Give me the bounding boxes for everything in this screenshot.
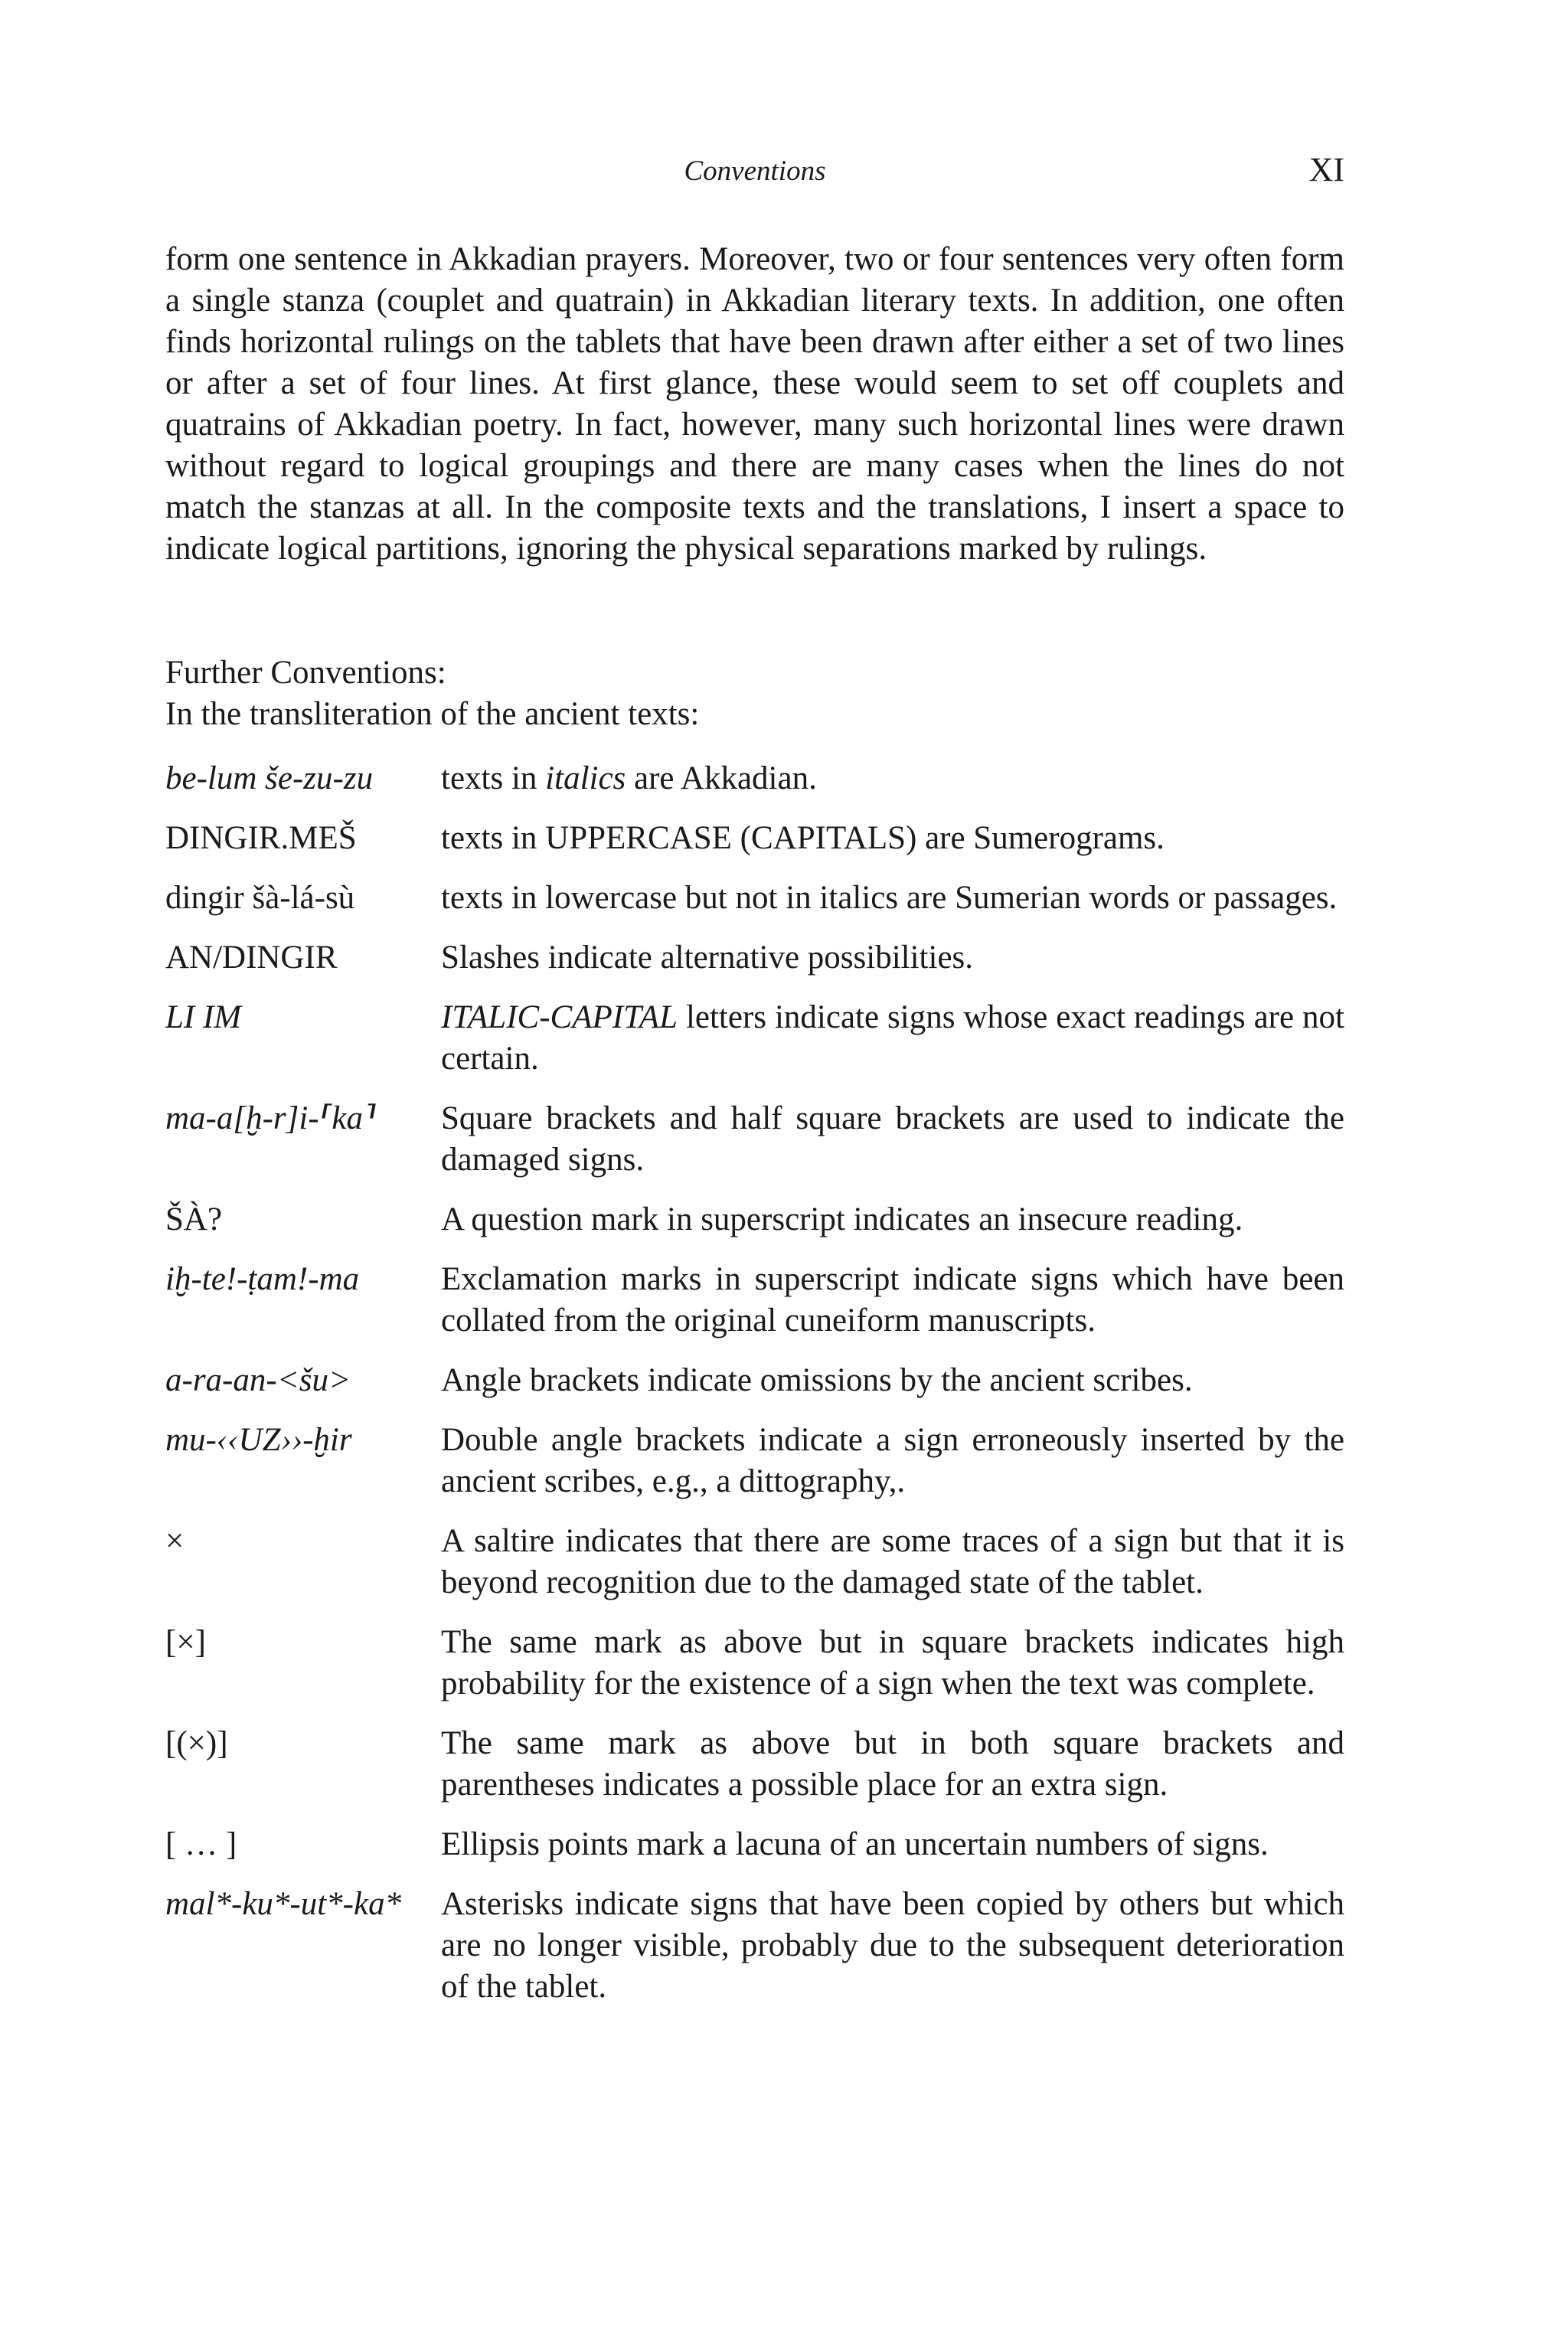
convention-description: Angle brackets indicate omissions by the ancient scribes. (441, 1362, 1193, 1398)
convention-description: The same mark as above but in both square brackets and parentheses indicates a possible place for an extra sign. (441, 1725, 1344, 1803)
convention-example: dingir šà-lá-sù (165, 880, 355, 916)
convention-description: Ellipsis points mark a lacuna of an uncertain numbers of signs. (441, 1826, 1269, 1862)
convention-description: texts in italics are Akkadian. (441, 760, 817, 796)
convention-description: A question mark in superscript indicates an insecure reading. (441, 1201, 1243, 1237)
convention-description: Square brackets and half square brackets are used to indicate the damaged signs. (441, 1100, 1344, 1178)
convention-row (165, 1360, 1344, 1401)
section-heading: Further Conventions: (165, 655, 446, 691)
convention-row (165, 1098, 1344, 1181)
body-paragraph: form one sentence in Akkadian prayers. Moreover, two or four sentences very often form a single stanza (couplet and quatrain) in Akkadian literary texts. In addition, one often finds horizontal rulings on the tablets that have been drawn after either a set of two lines or after a set of four lines. At first glance, these would seem to set off couplets and quatrains of Akkadian poetry. In fact, however, many such horizontal lines were drawn without regard to logical groupings and there are many cases when the lines do not match the stanzas at all. In the composite texts and the translations, I insert a space to indicate logical partitions, ignoring the physical separations marked by rulings. (165, 241, 1344, 567)
page-number: XI (1308, 151, 1344, 188)
convention-row (165, 1723, 1344, 1806)
convention-description: Asterisks indicate signs that have been copied by others but which are no longer visible, probably due to the subsequent deterioration of the tablet. (441, 1886, 1344, 2005)
convention-description: A saltire indicates that there are some traces of a sign but that it is beyond recognition due to the damaged state of the tablet. (441, 1523, 1344, 1600)
section-heading-block (165, 652, 1344, 735)
convention-row (165, 1420, 1344, 1502)
convention-example: [×] (165, 1624, 206, 1660)
convention-row (165, 878, 1344, 919)
convention-row (165, 1521, 1344, 1603)
running-title: Conventions (684, 155, 826, 187)
convention-example: × (165, 1523, 185, 1559)
convention-example: a-ra-an-<šu> (165, 1362, 351, 1398)
conventions-list (165, 758, 1344, 2008)
convention-row (165, 818, 1344, 859)
convention-description: texts in UPPERCASE (CAPITALS) are Sumerograms. (441, 820, 1165, 856)
convention-example: [ … ] (165, 1826, 237, 1862)
convention-example: mu-‹‹UZ››-ḫir (165, 1422, 352, 1458)
convention-example: ma-a[ḫ-r]i-⸢ka⸣ (165, 1100, 376, 1136)
convention-row (165, 937, 1344, 979)
convention-example: LI IM (165, 999, 242, 1035)
convention-row (165, 997, 1344, 1080)
convention-description: texts in lowercase but not in italics are Sumerian words or passages. (441, 880, 1338, 916)
section-intro: In the transliteration of the ancient texts: (165, 696, 700, 732)
convention-description: Exclamation marks in superscript indicate signs which have been collated from the original cuneiform manuscripts. (441, 1261, 1344, 1339)
convention-row (165, 1622, 1344, 1705)
convention-row (165, 1824, 1344, 1865)
convention-example: mal*-ku*-ut*-ka* (165, 1886, 402, 1922)
convention-example: iḫ-te!-ṭam!-ma (165, 1261, 360, 1297)
convention-example: AN/DINGIR (165, 940, 338, 976)
convention-description: Double angle brackets indicate a sign erroneously inserted by the ancient scribes, e.g., a dittography,. (441, 1422, 1344, 1499)
convention-row (165, 1259, 1344, 1342)
convention-description: The same mark as above but in square brackets indicates high probability for the existence of a sign when the text was complete. (441, 1624, 1344, 1701)
page-header (165, 150, 1344, 196)
convention-row (165, 1884, 1344, 2008)
convention-example: DINGIR.MEŠ (165, 820, 357, 856)
convention-row (165, 758, 1344, 799)
convention-row (165, 1199, 1344, 1241)
convention-description: Slashes indicate alternative possibilities. (441, 940, 974, 976)
convention-example: [(×)] (165, 1725, 228, 1761)
convention-example: be-lum še-zu-zu (165, 760, 374, 796)
convention-example: ŠÀ? (165, 1201, 223, 1237)
convention-description: ITALIC-CAPITAL letters indicate signs whose exact readings are not certain. (441, 999, 1344, 1077)
